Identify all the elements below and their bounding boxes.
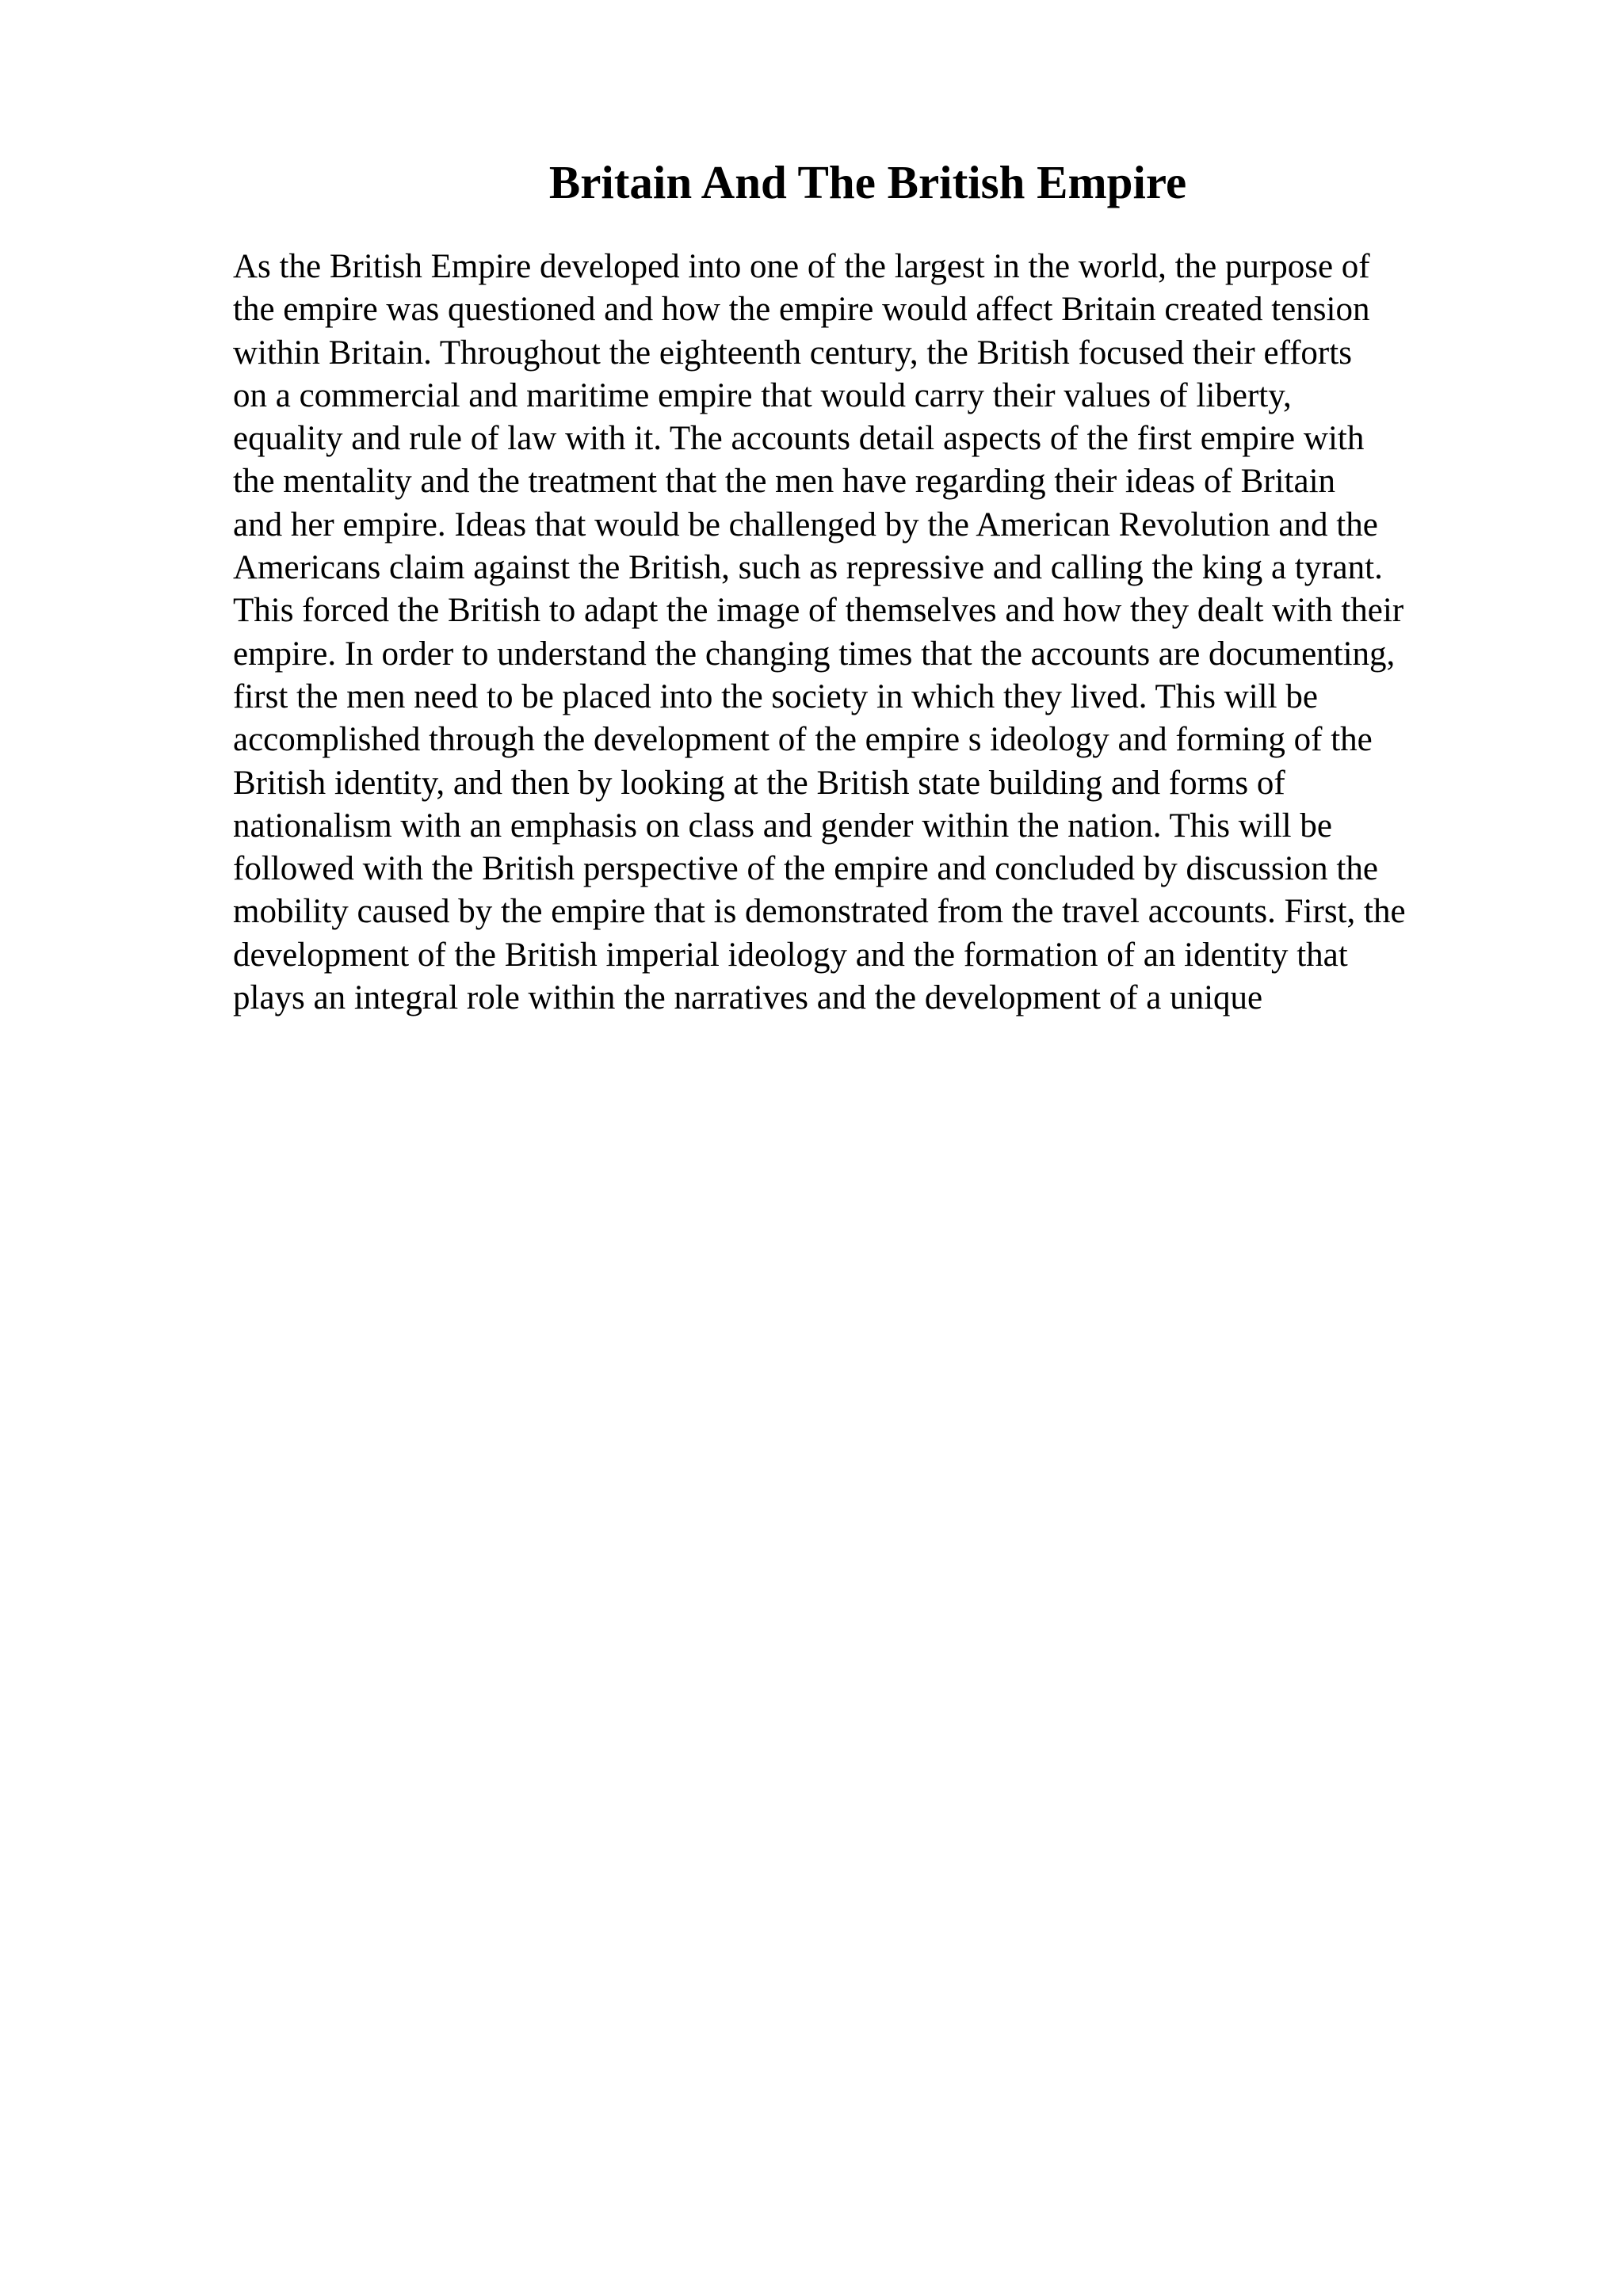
paragraph-line: first the men need to be placed into the society in which they lived. This will be: [233, 677, 1318, 715]
paragraph-line: development of the British imperial ideology and the formation of an identity that: [233, 936, 1348, 974]
paragraph-line: and her empire. Ideas that would be challenged by the American Revolution and the: [233, 505, 1378, 543]
paragraph-line: empire. In order to understand the changing times that the accounts are documenting,: [233, 635, 1396, 673]
paragraph-line: the empire was questioned and how the empire would affect Britain created tension: [233, 291, 1370, 329]
paragraph-line: British identity, and then by looking at the British state building and forms of: [233, 764, 1285, 802]
page-title: Britain And The British Empire: [548, 156, 1187, 208]
paragraph-line: within Britain. Throughout the eighteenth century, the British focused their efforts: [233, 334, 1352, 372]
paragraph-line: mobility caused by the empire that is demonstrated from the travel accounts. First, the: [233, 893, 1406, 931]
paragraph-line: accomplished through the development of the empire s ideology and forming of the: [233, 721, 1373, 759]
paragraph-line: Americans claim against the British, such as repressive and calling the king a tyrant.: [233, 549, 1383, 587]
paragraph-line: This forced the British to adapt the image of themselves and how they dealt with their: [233, 592, 1404, 630]
paragraph-line: the mentality and the treatment that the men have regarding their ideas of Britain: [233, 463, 1336, 501]
paragraph-line: equality and rule of law with it. The accounts detail aspects of the first empire with: [233, 420, 1365, 458]
paragraph-line: As the British Empire developed into one of the largest in the world, the purpose of: [233, 248, 1370, 285]
paragraph-line: on a commercial and maritime empire that would carry their values of liberty,: [233, 376, 1292, 414]
paragraph-line: followed with the British perspective of the empire and concluded by discussion the: [233, 850, 1378, 888]
paragraph-line: nationalism with an emphasis on class and gender within the nation. This will be: [233, 807, 1332, 845]
body-paragraph: [233, 246, 1580, 1020]
paragraph-line: plays an integral role within the narratives and the development of a unique: [233, 979, 1263, 1017]
